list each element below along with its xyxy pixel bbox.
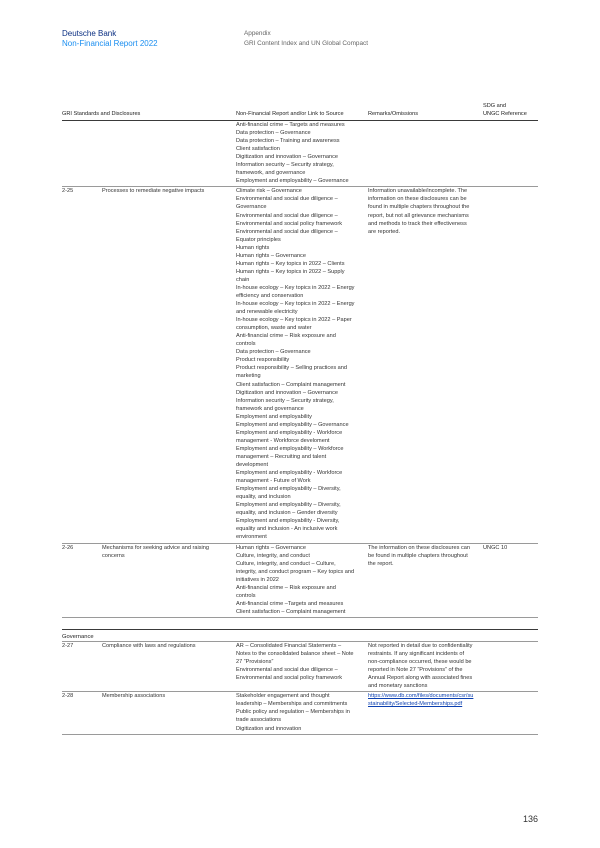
source-link-line: management - Future of Work bbox=[236, 478, 311, 485]
source-link-line: Data protection – Governance bbox=[236, 349, 311, 356]
remarks-line: non-compliance occurred, these would be bbox=[368, 659, 472, 666]
remarks bbox=[368, 544, 480, 568]
source-link-line: controls bbox=[236, 592, 256, 599]
source-link-line: Environmental and social due diligence – bbox=[236, 667, 338, 674]
remarks-line: Not reported in detail due to confidentiality bbox=[368, 643, 473, 650]
source-link-line: Client satisfaction – Complaint management bbox=[236, 608, 346, 615]
source-link-line: Public policy and regulation – Memberships in bbox=[236, 709, 350, 716]
source-link-line: Human rights bbox=[236, 244, 270, 251]
remarks bbox=[368, 692, 480, 708]
source-link-line: Stakeholder engagement and thought bbox=[236, 693, 330, 700]
source-link-line: In-house ecology – Key topics in 2022 – Energy bbox=[236, 284, 355, 291]
table-row bbox=[62, 187, 538, 543]
source-link-line: and renewable electricity bbox=[236, 309, 298, 316]
remarks-line: are reported. bbox=[368, 228, 401, 235]
remarks-line: Annual Report along with associated fines bbox=[368, 675, 473, 682]
table-row bbox=[62, 544, 538, 618]
remarks-url-line[interactable]: https://www.db.com/files/documents/csr/su bbox=[368, 693, 474, 700]
source-link-line: Digitization and innovation – Governance bbox=[236, 154, 338, 161]
source-link-line: equality, and inclusion bbox=[236, 494, 291, 501]
source-link-line: Environmental and social due diligence – bbox=[236, 196, 338, 203]
source-link-line: Culture, integrity, and conduct – Culture, bbox=[236, 560, 336, 567]
source-link-line: management – Recruiting and talent bbox=[236, 453, 327, 460]
disclosure-number-text: 2-28 bbox=[62, 693, 74, 700]
source-link-line: Anti-financial crime – Risk exposure and bbox=[236, 333, 336, 340]
remarks-url-line[interactable]: stainability/Selected-Memberships.pdf bbox=[368, 701, 463, 708]
source-link-line: Human rights – Governance bbox=[236, 544, 306, 551]
source-link-line: initiatives in 2022 bbox=[236, 576, 279, 583]
source-link-line: framework, and governance bbox=[236, 170, 306, 177]
source-link-line: Information security – Security strategy, bbox=[236, 162, 334, 169]
source-link-line: leadership – Memberships and commitments bbox=[236, 701, 348, 708]
disclosure-title-line: Processes to remediate negative impacts bbox=[102, 188, 205, 195]
source-link-line: 27 “Provisions” bbox=[236, 659, 274, 666]
source-link-line: Notes to the consolidated balance sheet – Note bbox=[236, 651, 354, 658]
remarks bbox=[368, 642, 480, 690]
remarks-line: The information on these disclosures can bbox=[368, 544, 470, 551]
remarks-line: report, but not all grievance mechanisms bbox=[368, 212, 469, 219]
subsection-title: GRI Content Index and UN Global Compact bbox=[244, 39, 368, 47]
source-link-line: controls bbox=[236, 341, 256, 348]
source-link-line: marketing bbox=[236, 373, 261, 380]
source-link-line: Employment and employability – Diversity, bbox=[236, 502, 341, 509]
source-links bbox=[236, 692, 366, 732]
gri-table bbox=[62, 100, 538, 735]
source-link-line: Employment and employability - Diversity, bbox=[236, 518, 340, 525]
remarks bbox=[368, 187, 480, 235]
disclosure-title bbox=[102, 544, 232, 560]
source-link-line: In-house ecology – Key topics in 2022 – Paper bbox=[236, 317, 352, 324]
source-link-line: Anti-financial crime – Targets and measures bbox=[236, 122, 345, 128]
disclosure-number bbox=[62, 642, 98, 650]
source-link-line: Employment and employability – Governance bbox=[236, 178, 349, 185]
table-row bbox=[62, 121, 538, 187]
brand-name: Deutsche Bank bbox=[62, 29, 117, 38]
source-link-line: environment bbox=[236, 534, 267, 541]
source-link-line: Climate risk – Governance bbox=[236, 188, 302, 195]
source-link-line: Employment and employability – Diversity, bbox=[236, 486, 341, 493]
source-link-line: Anti-financial crime – Risk exposure and bbox=[236, 584, 336, 591]
source-links bbox=[236, 642, 366, 682]
source-link-line: Data protection – Governance bbox=[236, 130, 311, 137]
source-link-line: Digitization and innovation bbox=[236, 725, 302, 732]
report-title: Non-Financial Report 2022 bbox=[62, 38, 158, 48]
remarks-line: the report. bbox=[368, 560, 394, 567]
table-header bbox=[62, 100, 538, 121]
source-link-line: Employment and employability – Governance bbox=[236, 421, 349, 428]
source-link-line: Environmental and social due diligence – bbox=[236, 228, 338, 235]
col-links: Non-Financial Report and/or Link to Source bbox=[236, 110, 344, 117]
remarks-line: Information unavailable/incomplete. The bbox=[368, 188, 468, 195]
source-link-line: trade associations bbox=[236, 717, 282, 724]
source-link-line: Environmental and social policy framework bbox=[236, 220, 343, 227]
disclosure-title bbox=[102, 187, 232, 195]
source-link-line: Environmental and social policy framework bbox=[236, 675, 343, 682]
source-link-line: development bbox=[236, 461, 269, 468]
disclosure-number bbox=[62, 544, 98, 552]
source-link-line: consumption, waste and water bbox=[236, 325, 312, 332]
disclosure-title-line: Membership associations bbox=[102, 693, 166, 700]
remarks-line: reported in Note 27 “Provisions” of the bbox=[368, 667, 463, 674]
source-link-line: Data protection – Training and awareness bbox=[236, 138, 340, 145]
source-link-line: In-house ecology – Key topics in 2022 – Energy bbox=[236, 301, 355, 308]
source-link-line: Employment and employability bbox=[236, 413, 312, 420]
disclosure-number-text: 2-27 bbox=[62, 643, 74, 650]
source-link-line: AR – Consolidated Financial Statements – bbox=[236, 643, 342, 650]
source-link-line: integrity, and conduct program – Key topics and bbox=[236, 568, 355, 575]
source-links bbox=[236, 187, 366, 541]
disclosure-number-text: 2-25 bbox=[62, 188, 74, 195]
remarks-line: restraints. If any significant incidents of bbox=[368, 651, 465, 658]
source-link-line: Human rights – Key topics in 2022 – Clients bbox=[236, 260, 345, 267]
source-link-line: Product responsibility – Selling practices and bbox=[236, 365, 348, 372]
page-number: 136 bbox=[522, 814, 538, 824]
col-sdg-line1: SDG and bbox=[483, 103, 507, 109]
source-link-line: efficiency and conservation bbox=[236, 293, 304, 299]
source-links bbox=[236, 121, 366, 185]
disclosure-title-line: concerns bbox=[102, 552, 125, 559]
col-gri: GRI Standards and Disclosures bbox=[62, 110, 141, 117]
source-link-line: Employment and employability - Workforce bbox=[236, 470, 343, 477]
source-link-line: Anti-financial crime –Targets and measures bbox=[236, 600, 344, 607]
disclosure-title bbox=[102, 692, 232, 700]
header-left bbox=[62, 29, 158, 48]
source-link-line: Client satisfaction – Complaint management bbox=[236, 381, 346, 388]
col-remarks: Remarks/Omissions bbox=[368, 110, 419, 117]
section-title: Appendix bbox=[244, 30, 271, 37]
col-sdg bbox=[483, 103, 527, 118]
remarks-line: information on these disclosures can be bbox=[368, 196, 467, 203]
ungc-line: UNGC 10 bbox=[483, 544, 508, 551]
source-link-line: Human rights – Key topics in 2022 – Supply bbox=[236, 268, 345, 275]
disclosure-title-line: Compliance with laws and regulations bbox=[102, 643, 196, 650]
source-link-line: Governance bbox=[236, 204, 267, 211]
group-heading-label: Governance bbox=[62, 634, 94, 641]
source-link-line: chain bbox=[236, 276, 250, 283]
source-link-line: framework and governance bbox=[236, 405, 304, 412]
source-link-line: equality and inclusion - An inclusive work bbox=[236, 526, 338, 533]
remarks-line: be found in multiple chapters throughout bbox=[368, 552, 468, 559]
group-heading bbox=[62, 629, 538, 642]
ungc-reference bbox=[483, 544, 538, 552]
disclosure-number-text: 2-26 bbox=[62, 544, 74, 551]
source-link-line: Human rights – Governance bbox=[236, 252, 306, 259]
source-link-line: Information security – Security strategy, bbox=[236, 397, 334, 404]
disclosure-number bbox=[62, 187, 98, 195]
source-link-line: Employment and employability - Workforce bbox=[236, 429, 343, 436]
source-link-line: Equator principles bbox=[236, 236, 281, 243]
table-row bbox=[62, 642, 538, 692]
table-body bbox=[62, 121, 538, 735]
source-link-line: Employment and employability – Workforce bbox=[236, 445, 344, 452]
table-row bbox=[62, 692, 538, 734]
source-link-line: Environmental and social due diligence – bbox=[236, 212, 338, 219]
source-link-line: equality, and inclusion – Gender diversity bbox=[236, 510, 338, 517]
header-right bbox=[244, 29, 368, 48]
col-sdg-line2: UNGC Reference bbox=[483, 110, 527, 117]
source-links bbox=[236, 544, 366, 616]
disclosure-title bbox=[102, 642, 232, 650]
source-link-line: Culture, integrity, and conduct bbox=[236, 552, 310, 559]
remarks-line: and monetary sanctions bbox=[368, 683, 428, 690]
source-link-line: Client satisfaction bbox=[236, 146, 280, 153]
remarks-line: and methods to track their effectiveness bbox=[368, 220, 467, 227]
disclosure-number bbox=[62, 692, 98, 700]
disclosure-title-line: Mechanisms for seeking advice and raising bbox=[102, 544, 209, 551]
source-link-line: Product responsibility bbox=[236, 357, 290, 364]
source-link-line: management - Workforce develoment bbox=[236, 437, 330, 444]
remarks-line: found in multiple chapters throughout the bbox=[368, 204, 470, 211]
source-link-line: Digitization and innovation – Governance bbox=[236, 389, 338, 396]
